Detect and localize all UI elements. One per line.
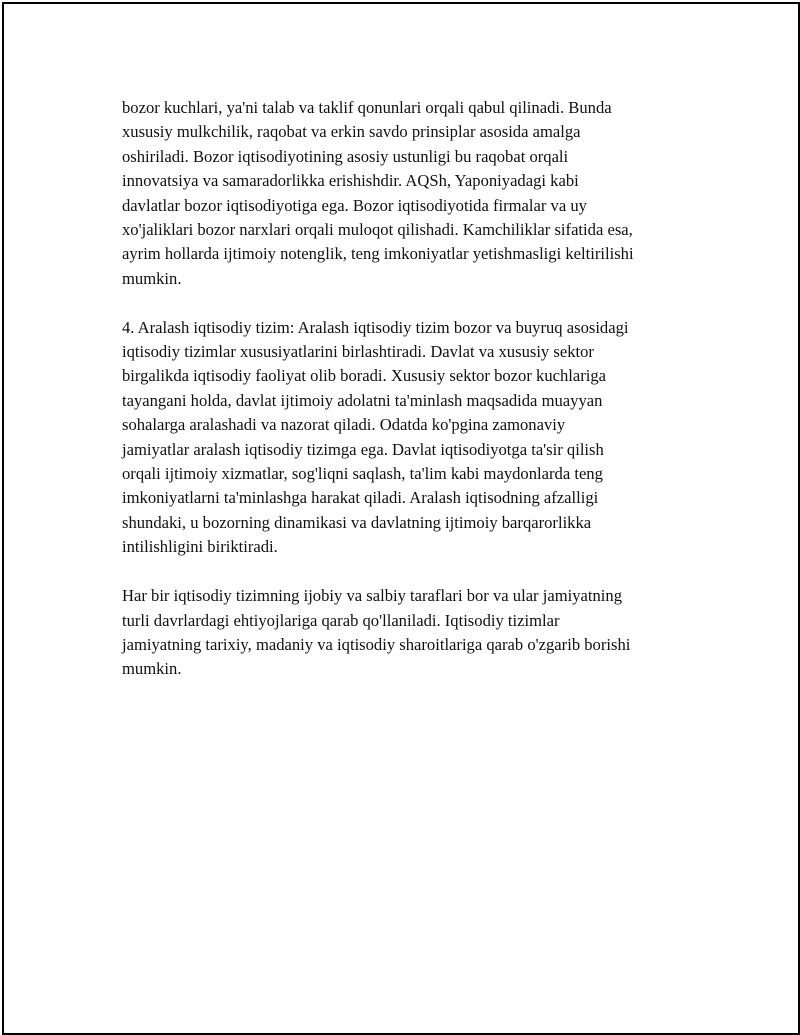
paragraph-market-economy: bozor kuchlari, ya'ni talab va taklif qonunlari orqali qabul qilinadi. Bunda xususiy mulkchilik, raqobat va erkin savdo prinsiplar asosida amalga oshiriladi. Bozor iqtisodiyotining asosiy ustunligi bu raqobat orqali innovatsiya va samaradorlikka erishishdir. AQSh, Yaponiyadagi kabi davlatlar bozor iqtisodiyotiga ega. Bozor iqtisodiyotida firmalar va uy xo'jaliklari bozor narxlari orqali muloqot qilishadi. Kamchiliklar sifatida esa, ayrim hollarda ijtimoiy notenglik, teng imkoniyatlar yetishmasligi keltirilishi mumkin.	[122, 98, 634, 288]
page-frame	[2, 2, 800, 1035]
document-body	[122, 96, 702, 706]
paragraph-conclusion: Har bir iqtisodiy tizimning ijobiy va salbiy taraflari bor va ular jamiyatning turli davrlardagi ehtiyojlariga qarab qo'llaniladi. Iqtisodiy tizimlar jamiyatning tarixiy, madaniy va iqtisodiy sharoitlariga qarab o'zgarib borishi mumkin.	[122, 586, 631, 679]
paragraph-mixed-economy: 4. Aralash iqtisodiy tizim: Aralash iqtisodiy tizim bozor va buyruq asosidagi iqtisodiy tizimlar xususiyatlarini birlashtiradi. Davlat va xususiy sektor birgalikda iqtisodiy faoliyat olib boradi. Xususiy sektor bozor kuchlariga tayangani holda, davlat ijtimoiy adolatni ta'minlash maqsadida muayyan sohalarga aralashadi va nazorat qiladi. Odatda ko'pgina zamonaviy jamiyatlar aralash iqtisodiy tizimga ega. Davlat iqtisodiyotga ta'sir qilish orqali ijtimoiy xizmatlar, sog'liqni saqlash, ta'lim kabi maydonlarda teng imkoniyatlarni ta'minlashga harakat qiladi. Aralash iqtisodning afzalligi shundaki, u bozorning dinamikasi va davlatning ijtimoiy barqarorlikka intilishligini biriktiradi.	[122, 317, 629, 557]
